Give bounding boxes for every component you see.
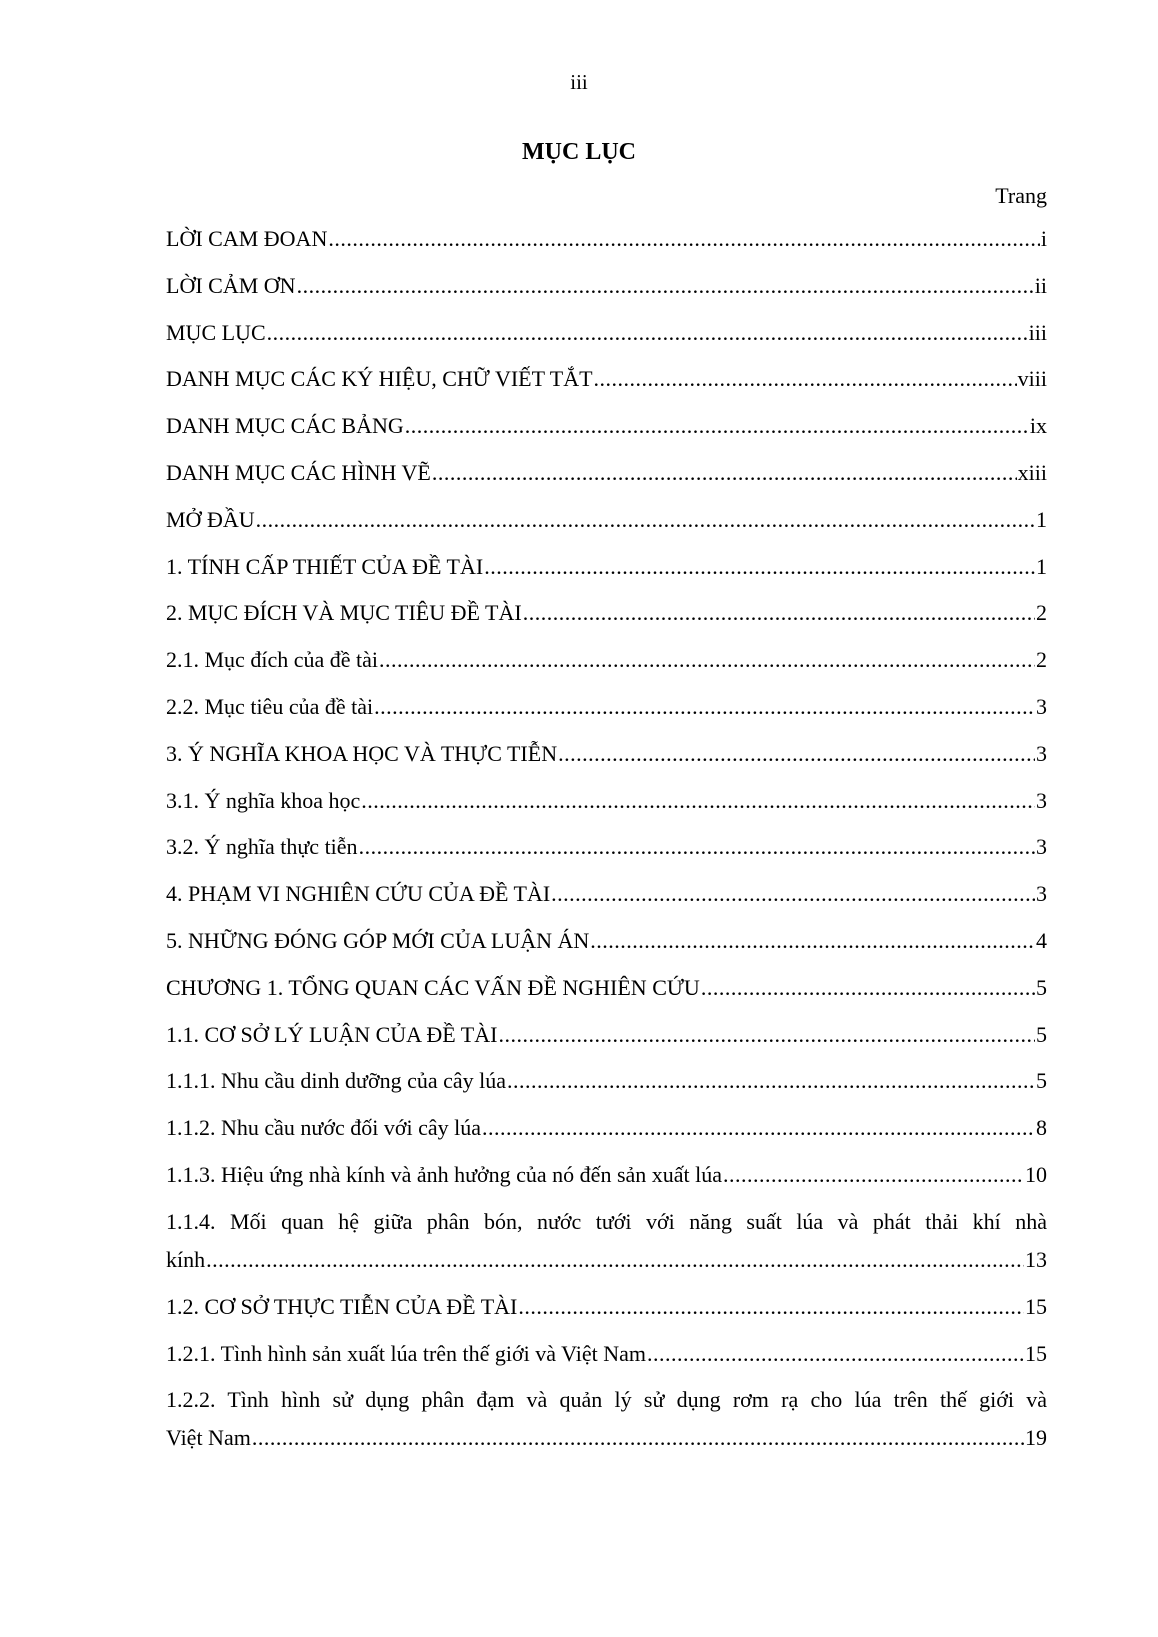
dot-leader: [507, 1068, 1035, 1094]
toc-entry[interactable]: [166, 600, 1047, 647]
toc-entry-page: 3: [1036, 740, 1047, 766]
toc-entry-title: DANH MỤC CÁC KÝ HIỆU, CHỮ VIẾT TẮT: [166, 366, 593, 392]
toc-entry[interactable]: [166, 273, 1047, 320]
toc-entry[interactable]: [166, 834, 1047, 881]
dot-leader: [482, 1115, 1035, 1141]
toc-entry-title: 1.2.1. Tình hình sản xuất lúa trên thế giới và Việt Nam: [166, 1340, 646, 1366]
dot-leader: [206, 1247, 1024, 1273]
toc-entry-page: 3: [1036, 693, 1047, 719]
toc-entry-title: kính: [166, 1246, 206, 1272]
toc-entry-title: 1.1.2. Nhu cầu nước đối với cây lúa: [166, 1115, 482, 1141]
dot-leader: [701, 975, 1035, 1001]
toc-entry-page: iii: [1028, 319, 1047, 345]
dot-leader: [723, 1162, 1024, 1188]
toc-entry[interactable]: [166, 1341, 1047, 1388]
toc-entry-page: 2: [1036, 600, 1047, 626]
toc-entry-title: 1.1. CƠ SỞ LÝ LUẬN CỦA ĐỀ TÀI: [166, 1021, 498, 1047]
toc-entry-title: 1. TÍNH CẤP THIẾT CỦA ĐỀ TÀI: [166, 553, 484, 579]
dot-leader: [359, 834, 1035, 860]
dot-leader: [405, 413, 1029, 439]
dot-leader: [518, 1294, 1024, 1320]
toc-entry[interactable]: [166, 788, 1047, 835]
toc-entry-page: 3: [1036, 787, 1047, 813]
toc-entry[interactable]: [166, 975, 1047, 1022]
toc-entry-page: 19: [1025, 1425, 1047, 1451]
toc-entry-page: 1: [1036, 553, 1047, 579]
dot-leader: [590, 928, 1035, 954]
toc-entry[interactable]: [166, 1022, 1047, 1069]
dot-leader: [558, 741, 1035, 767]
dot-leader: [267, 320, 1028, 346]
dot-leader: [523, 600, 1035, 626]
toc-entry[interactable]: [166, 1209, 1047, 1294]
toc-entry-title: 1.2. CƠ SỞ THỰC TIỄN CỦA ĐỀ TÀI: [166, 1293, 518, 1319]
page-column-header: Trang: [995, 183, 1047, 208]
toc-entry[interactable]: [166, 413, 1047, 460]
toc-entry[interactable]: [166, 226, 1047, 273]
toc-entry-title: LỜI CẢM ƠN: [166, 272, 296, 298]
toc-entry-title: DANH MỤC CÁC BẢNG: [166, 413, 404, 439]
dot-leader: [551, 881, 1035, 907]
toc-entry-page: 10: [1025, 1161, 1047, 1187]
toc-entry-page: viii: [1017, 366, 1047, 392]
dot-leader: [432, 460, 1017, 486]
toc-entry-title: 1.1.1. Nhu cầu dinh dưỡng của cây lúa: [166, 1068, 507, 1094]
toc-entry[interactable]: [166, 1115, 1047, 1162]
toc-entry-page: 5: [1036, 1021, 1047, 1047]
toc-entry-title: 3.1. Ý nghĩa khoa học: [166, 787, 361, 813]
table-of-contents: [166, 226, 1047, 1472]
toc-entry-title: DANH MỤC CÁC HÌNH VẼ: [166, 459, 431, 485]
toc-entry-page: 5: [1036, 974, 1047, 1000]
dot-leader: [498, 1022, 1035, 1048]
toc-entry[interactable]: [166, 554, 1047, 601]
toc-entry-page: ix: [1029, 413, 1047, 439]
toc-entry-page: 5: [1036, 1068, 1047, 1094]
dot-leader: [647, 1341, 1024, 1367]
toc-entry-title: 2.2. Mục tiêu của đề tài: [166, 693, 374, 719]
toc-entry-page: 8: [1036, 1115, 1047, 1141]
toc-entry[interactable]: [166, 320, 1047, 367]
toc-entry[interactable]: [166, 1068, 1047, 1115]
toc-entry-title: 4. PHẠM VI NGHIÊN CỨU CỦA ĐỀ TÀI: [166, 881, 551, 907]
toc-entry-page: 4: [1036, 927, 1047, 953]
toc-entry-title: 3.2. Ý nghĩa thực tiễn: [166, 834, 358, 860]
toc-entry-title: 5. NHỮNG ĐÓNG GÓP MỚI CỦA LUẬN ÁN: [166, 927, 590, 953]
dot-leader: [328, 226, 1040, 252]
toc-entry-title-line1: 1.2.2. Tình hình sử dụng phân đạm và quản lý sử dụng rơm rạ cho lúa trên thế giới và: [166, 1387, 1047, 1413]
toc-entry-title: Việt Nam: [166, 1425, 251, 1451]
toc-entry-title-line1: 1.1.4. Mối quan hệ giữa phân bón, nước tưới với năng suất lúa và phát thải khí nhà: [166, 1208, 1047, 1234]
toc-entry[interactable]: [166, 647, 1047, 694]
toc-entry-page: 3: [1036, 834, 1047, 860]
dot-leader: [594, 366, 1017, 392]
toc-entry-page: 15: [1025, 1340, 1047, 1366]
dot-leader: [297, 273, 1034, 299]
toc-entry-title: MỞ ĐẦU: [166, 506, 255, 532]
toc-entry-title: 2. MỤC ĐÍCH VÀ MỤC TIÊU ĐỀ TÀI: [166, 600, 522, 626]
toc-entry[interactable]: [166, 460, 1047, 507]
toc-entry-title: MỤC LỤC: [166, 319, 266, 345]
toc-entry[interactable]: [166, 1387, 1047, 1472]
toc-entry[interactable]: [166, 366, 1047, 413]
toc-entry[interactable]: [166, 741, 1047, 788]
toc-entry[interactable]: [166, 881, 1047, 928]
toc-entry-title: 3. Ý NGHĨA KHOA HỌC VÀ THỰC TIỄN: [166, 740, 558, 766]
page-title: MỤC LỤC: [522, 139, 636, 165]
toc-entry-page: 2: [1036, 647, 1047, 673]
dot-leader: [361, 788, 1035, 814]
dot-leader: [256, 507, 1035, 533]
toc-entry-page: 3: [1036, 881, 1047, 907]
dot-leader: [379, 647, 1035, 673]
toc-entry-title: 1.1.3. Hiệu ứng nhà kính và ảnh hưởng của nó đến sản xuất lúa: [166, 1161, 723, 1187]
page-number: iii: [570, 70, 588, 94]
toc-entry-page: 15: [1025, 1293, 1047, 1319]
dot-leader: [374, 694, 1035, 720]
toc-entry-page: xiii: [1017, 459, 1047, 485]
toc-entry-page: i: [1040, 226, 1047, 251]
toc-entry-page: ii: [1034, 272, 1047, 298]
toc-entry[interactable]: [166, 507, 1047, 554]
toc-entry[interactable]: [166, 928, 1047, 975]
toc-entry[interactable]: [166, 1294, 1047, 1341]
dot-leader: [252, 1425, 1024, 1451]
toc-entry-title: 2.1. Mục đích của đề tài: [166, 647, 378, 673]
toc-entry-title: CHƯƠNG 1. TỔNG QUAN CÁC VẤN ĐỀ NGHIÊN CỨU: [166, 974, 700, 1000]
toc-entry-title: LỜI CAM ĐOAN: [166, 226, 328, 251]
toc-entry-page: 1: [1036, 506, 1047, 532]
toc-entry[interactable]: [166, 1162, 1047, 1209]
toc-entry[interactable]: [166, 694, 1047, 741]
toc-entry-page: 13: [1025, 1246, 1047, 1272]
dot-leader: [484, 554, 1035, 580]
